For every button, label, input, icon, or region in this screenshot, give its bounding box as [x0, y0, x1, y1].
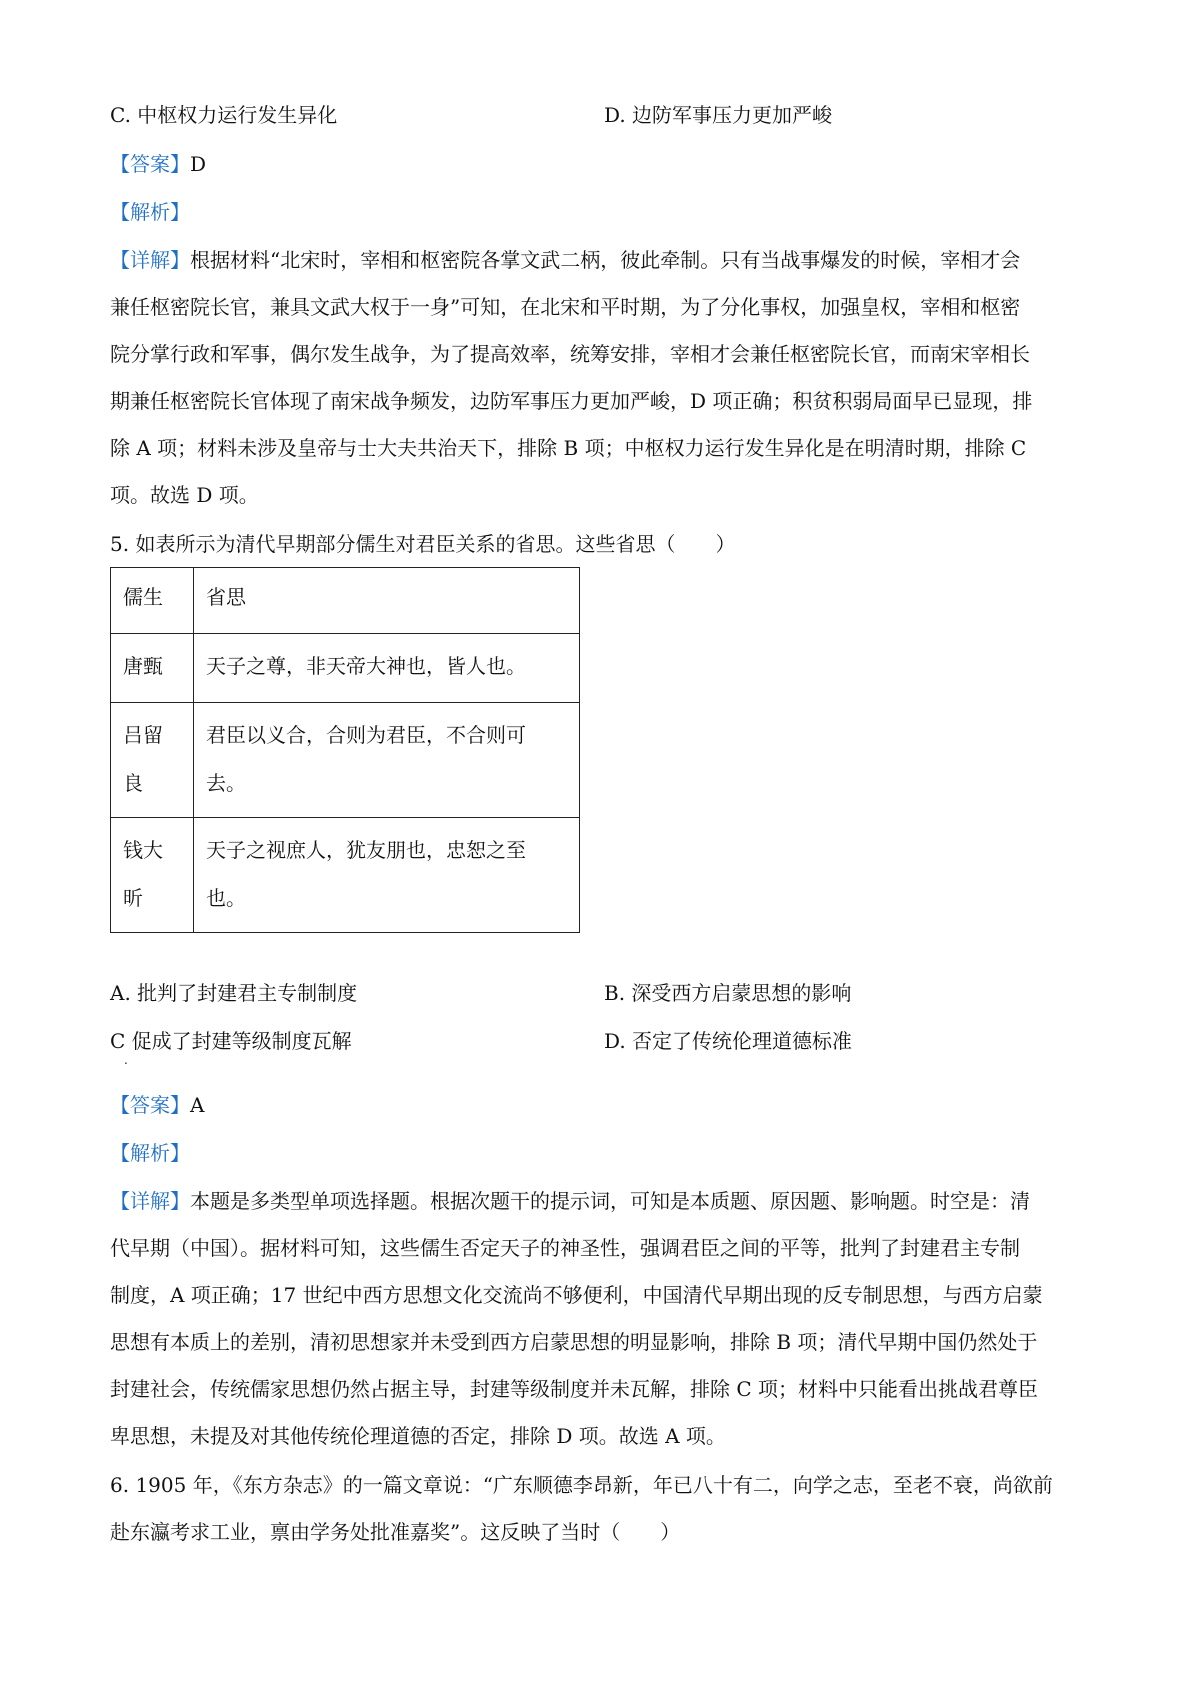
q5-detail-line: 卑思想，未提及对其他传统伦理道德的否定，排除 D 项。故选 A 项。 — [110, 1424, 726, 1448]
header-cell: 儒生 — [111, 568, 194, 634]
table-row — [111, 818, 580, 933]
answer-tag: 【答案】 — [110, 152, 190, 176]
reflection-text: 去。 — [206, 771, 246, 795]
reflection-text: 也。 — [206, 886, 246, 910]
q5-option-b: B. 深受西方启蒙思想的影响 — [604, 981, 852, 1005]
detail-tag: 【详解】 — [110, 1189, 190, 1213]
q5-option-d: D. 否定了传统伦理道德标准 — [604, 1029, 853, 1053]
reflection-text: 君臣以义合，合则为君臣，不合则可 — [206, 723, 526, 747]
scholar-name: 昕 — [123, 886, 143, 910]
q5-analysis-tag — [110, 1139, 190, 1167]
q5-detail-line — [110, 1187, 1030, 1215]
detail-text: 本题是多类型单项选择题。根据次题干的提示词，可知是本质题、原因题、影响题。时空是：清 — [190, 1189, 1030, 1213]
analysis-tag: 【解析】 — [110, 1141, 190, 1165]
q4-option-c: C. 中枢权力运行发生异化 — [110, 103, 338, 127]
q4-option-d: D. 边防军事压力更加严峻 — [604, 103, 833, 127]
header-cell: 省思 — [194, 568, 580, 634]
q4-detail-line: 期兼任枢密院长官体现了南宋战争频发，边防军事压力更加严峻，D 项正确；积贫积弱局面早已显现，排 — [110, 389, 1033, 413]
reflection-cell — [194, 703, 580, 818]
table-row — [111, 703, 580, 818]
q5-stem: 5. 如表所示为清代早期部分儒生对君臣关系的省思。这些省思（ ） — [110, 532, 736, 556]
q4-detail-line: 兼任枢密院长官，兼具文武大权于一身”可知，在北宋和平时期，为了分化事权，加强皇权，宰相和枢密 — [110, 295, 1021, 319]
q5-detail-line: 思想有本质上的差别，清初思想家并未受到西方启蒙思想的明显影响，排除 B 项；清代早期中国仍然处于 — [110, 1330, 1038, 1354]
table-header-row — [111, 568, 580, 634]
answer-tag: 【答案】 — [110, 1093, 190, 1117]
scholar-name-cell — [111, 634, 194, 703]
q5-detail-line: 制度，A 项正确；17 世纪中西方思想文化交流尚不够便利，中国清代早期出现的反专制思想，与西方启蒙 — [110, 1283, 1043, 1307]
q4-detail-line — [110, 246, 1020, 274]
q6-stem-line: 赴东瀛考求工业，禀由学务处批准嘉奖”。这反映了当时（ ） — [110, 1520, 681, 1544]
scholar-name-cell — [111, 703, 194, 818]
answer-value: D — [190, 152, 207, 176]
q5-option-c: C 促成了封建等级制度瓦解 — [110, 1029, 352, 1053]
q4-detail-line: 除 A 项；材料未涉及皇帝与士大夫共治天下，排除 B 项；中枢权力运行发生异化是在明清时期，排除 C — [110, 436, 1027, 460]
detail-text: 根据材料“北宋时，宰相和枢密院各掌文武二柄，彼此牵制。只有当战事爆发的时候，宰相才会 — [190, 248, 1021, 272]
scholar-name: 唐甄 — [123, 654, 163, 678]
scholar-name: 吕留 — [123, 723, 163, 747]
detail-tag: 【详解】 — [110, 248, 190, 272]
q5-answer — [110, 1091, 204, 1119]
q4-answer — [110, 150, 206, 178]
scholar-name: 钱大 — [123, 838, 163, 862]
reflection-text: 天子之视庶人，犹友朋也，忠恕之至 — [206, 838, 526, 862]
option-c-dot: . — [124, 1053, 128, 1067]
q4-detail-line: 院分掌行政和军事，偶尔发生战争，为了提高效率，统筹安排，宰相才会兼任枢密院长官，而南宋宰相长 — [110, 342, 1030, 366]
answer-value: A — [190, 1093, 205, 1117]
reflection-cell — [194, 634, 580, 703]
scholar-reflection-table — [110, 567, 580, 933]
q6-stem-line: 6. 1905 年，《东方杂志》的一篇文章说：“广东顺德李昂新，年已八十有二，向学之志，至老不衰，尚欲前 — [110, 1473, 1053, 1497]
reflection-cell — [194, 818, 580, 933]
q5-detail-line: 代早期（中国）。据材料可知，这些儒生否定天子的神圣性，强调君臣之间的平等，批判了封建君主专制 — [110, 1236, 1020, 1260]
q4-analysis-tag — [110, 198, 190, 226]
table-row — [111, 634, 580, 703]
scholar-name-cell — [111, 818, 194, 933]
q5-detail-line: 封建社会，传统儒家思想仍然占据主导，封建等级制度并未瓦解，排除 C 项；材料中只能看出挑战君尊臣 — [110, 1377, 1039, 1401]
analysis-tag: 【解析】 — [110, 200, 190, 224]
reflection-text: 天子之尊，非天帝大神也，皆人也。 — [206, 654, 526, 678]
q5-option-a: A. 批判了封建君主专制制度 — [110, 981, 358, 1005]
scholar-name: 良 — [123, 771, 143, 795]
q4-detail-line: 项。故选 D 项。 — [110, 483, 259, 507]
